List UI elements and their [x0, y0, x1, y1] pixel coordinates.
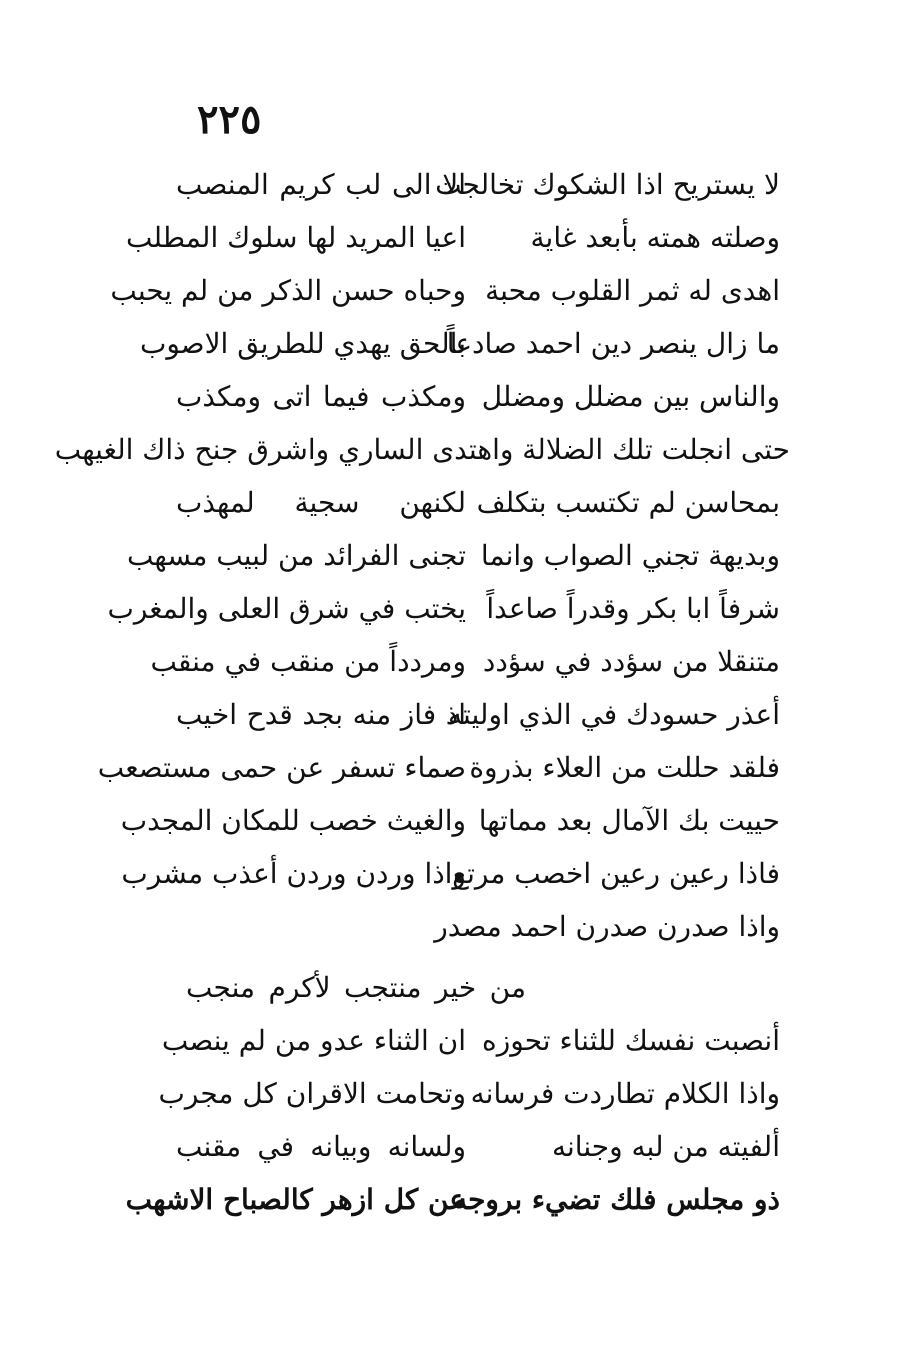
- second-hemistich: لكنهن سجية لمهذب: [176, 486, 466, 519]
- second-hemistich: واذا وردن وردن أعذب مشرب: [121, 857, 466, 890]
- first-hemistich: والناس بين مضلل ومضلل: [481, 380, 780, 413]
- verse-line-single: [176, 900, 780, 953]
- first-hemistich: اهدى له ثمر القلوب محبة: [485, 274, 780, 307]
- verse-line: [176, 370, 780, 423]
- page-number: ٢٢٥: [197, 96, 262, 143]
- verse-line: [107, 582, 780, 635]
- second-hemistich: الا الى لب كريم المنصب: [176, 168, 466, 201]
- second-hemistich: وتحامت الاقران كل مجرب: [158, 1077, 466, 1110]
- first-hemistich: حييت بك الآمال بعد مماتها: [478, 804, 780, 837]
- first-hemistich: فلقد حللت من العلاء بذروة: [469, 751, 780, 784]
- second-hemistich: وحباه حسن الذكر من لم يحبب: [110, 274, 466, 307]
- first-hemistich: وبديهة تجني الصواب وانما: [480, 539, 780, 572]
- verse-line-full: [54, 423, 790, 476]
- verse-line: [176, 688, 780, 741]
- verse-line: [97, 741, 780, 794]
- second-hemistich: عن كل ازهر كالصباح الاشهب: [125, 1183, 466, 1216]
- second-hemistich: تجنى الفرائد من لبيب مسهب: [126, 539, 466, 572]
- verse-line: [120, 794, 780, 847]
- verse-line: [125, 1173, 780, 1226]
- poem-body: [54, 158, 790, 1226]
- stanza-gap: [176, 953, 780, 961]
- second-hemistich: اعيا المريد لها سلوك المطلب: [126, 221, 466, 254]
- second-hemistich: ان الثناء عدو من لم ينصب: [161, 1024, 466, 1057]
- first-hemistich: فاذا رعين رعين اخصب مرتع: [452, 857, 780, 890]
- verse-line: [126, 529, 780, 582]
- first-hemistich: وصلته همته بأبعد غاية: [530, 221, 780, 254]
- verse-line: [150, 635, 780, 688]
- verse-line: [126, 211, 780, 264]
- first-hemistich: أنصبت نفسك للثناء تحوزه: [482, 1024, 780, 1057]
- first-hemistich: بمحاسن لم تكتسب بتكلف: [476, 486, 780, 519]
- verse-line: [176, 158, 780, 211]
- verse-line: [161, 1014, 780, 1067]
- first-hemistich: ألفيته من لبه وجنانه: [551, 1130, 780, 1163]
- verse-line-single: [176, 961, 780, 1014]
- second-hemistich: صماء تسفر عن حمى مستصعب: [97, 751, 466, 784]
- first-hemistich: ما زال ينصر دين احمد صادعاً: [446, 327, 780, 360]
- verse-line: [176, 476, 780, 529]
- first-hemistich: شرفاً ابا بكر وقدراً صاعداً: [486, 592, 780, 625]
- verse-line: [139, 317, 780, 370]
- second-hemistich: اذ فاز منه بجد قدح اخيب: [176, 698, 466, 731]
- second-hemistich: يختب في شرق العلى والمغرب: [107, 592, 466, 625]
- verse-line: [121, 847, 780, 900]
- single-hemistich: واذا صدرن صدرن احمد مصدر: [434, 910, 780, 943]
- verse-line: [176, 1120, 780, 1173]
- second-hemistich: ومردداً من منقب في منقب: [150, 645, 466, 678]
- single-hemistich: من خير منتجب لأكرم منجب: [186, 971, 526, 1004]
- first-hemistich: متنقلا من سؤدد في سؤدد: [482, 645, 780, 678]
- first-hemistich: لا يستريح اذا الشكوك تخالجت: [435, 168, 780, 201]
- second-hemistich: والغيث خصب للمكان المجدب: [120, 804, 466, 837]
- first-hemistich: ذو مجلس فلك تضيء بروجه: [453, 1183, 780, 1216]
- verse-line: [158, 1067, 780, 1120]
- first-hemistich: واذا الكلام تطاردت فرسانه: [470, 1077, 780, 1110]
- second-hemistich: ومكذب فيما اتى ومكذب: [176, 380, 466, 413]
- full-verse: حتى انجلت تلك الضلالة واهتدى الساري واشرق جنح ذاك الغيهب: [54, 433, 790, 466]
- second-hemistich: ولسانه وبيانه في مقنب: [176, 1130, 466, 1163]
- verse-line: [110, 264, 780, 317]
- first-hemistich: أعذر حسودك في الذي اوليته: [448, 698, 780, 731]
- second-hemistich: بالحق يهدي للطريق الاصوب: [139, 327, 466, 360]
